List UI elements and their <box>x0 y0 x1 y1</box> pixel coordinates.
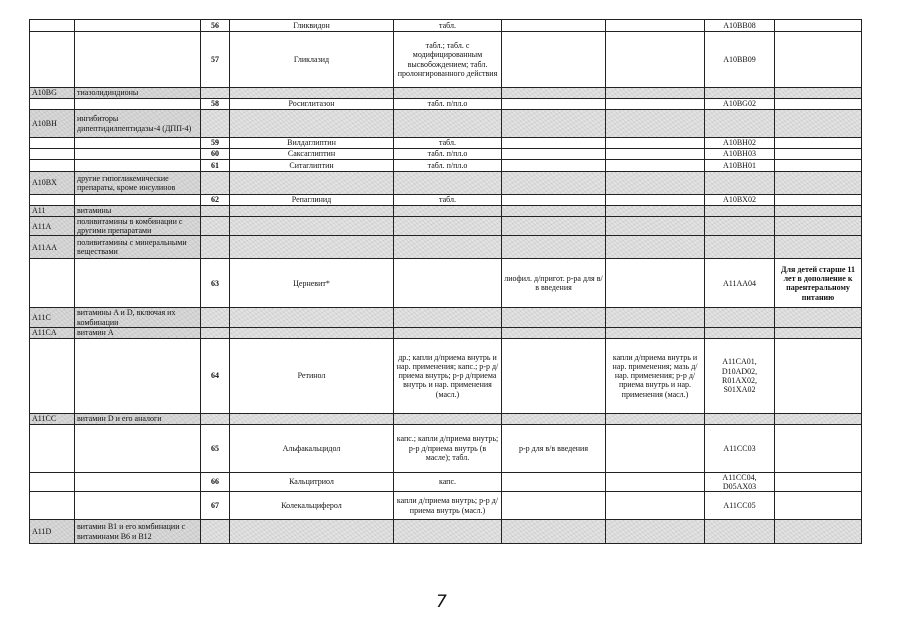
empty-cell <box>775 217 862 236</box>
empty-cell <box>775 172 862 195</box>
dosage-form-injection <box>502 472 606 491</box>
dosage-form <box>394 259 502 308</box>
atc-group-code <box>30 338 75 413</box>
empty-cell <box>775 236 862 259</box>
atc-code: A11CC05 <box>705 492 775 520</box>
dosage-form: табл. <box>394 20 502 32</box>
atc-group-code: A11CA <box>30 327 75 338</box>
atc-code: A10BB08 <box>705 20 775 32</box>
empty-cell <box>394 308 502 327</box>
empty-cell <box>394 236 502 259</box>
atc-code: A11AA04 <box>705 259 775 308</box>
note <box>775 424 862 472</box>
empty-cell <box>502 520 606 544</box>
dosage-form-injection: лиофил. д/пригот. р-ра для в/в введения <box>502 259 606 308</box>
empty-cell <box>394 520 502 544</box>
empty-cell <box>230 327 394 338</box>
atc-group-code <box>30 195 75 206</box>
empty-cell <box>502 206 606 217</box>
note: Для детей старше 11 лет в дополнение к парентеральному питанию <box>775 259 862 308</box>
group-description <box>75 99 201 110</box>
empty-cell <box>230 520 394 544</box>
atc-group-code: A11CC <box>30 413 75 424</box>
empty-cell <box>201 206 230 217</box>
empty-cell <box>230 217 394 236</box>
atc-group-code: A11 <box>30 206 75 217</box>
dosage-form-external <box>606 472 705 491</box>
atc-group-code: A11AA <box>30 236 75 259</box>
empty-cell <box>230 413 394 424</box>
drug-name: Кальцитриол <box>230 472 394 491</box>
row-number: 60 <box>201 149 230 160</box>
row-number: 59 <box>201 138 230 149</box>
dosage-form: капс.; капли д/приема внутрь; р-р д/приема внутрь (в масле); табл. <box>394 424 502 472</box>
drug-name: Колекальциферол <box>230 492 394 520</box>
row-number: 58 <box>201 99 230 110</box>
atc-group-code <box>30 424 75 472</box>
empty-cell <box>394 206 502 217</box>
note <box>775 492 862 520</box>
dosage-form-injection <box>502 195 606 206</box>
empty-cell <box>606 413 705 424</box>
dosage-form-injection <box>502 160 606 172</box>
group-description <box>75 195 201 206</box>
group-row <box>30 413 862 424</box>
drug-name: Ретинол <box>230 338 394 413</box>
drug-row <box>30 160 862 172</box>
empty-cell <box>705 520 775 544</box>
atc-group-code: A10BG <box>30 88 75 99</box>
empty-cell <box>705 308 775 327</box>
note <box>775 472 862 491</box>
row-number: 67 <box>201 492 230 520</box>
row-number: 61 <box>201 160 230 172</box>
empty-cell <box>201 413 230 424</box>
row-number: 65 <box>201 424 230 472</box>
drug-row <box>30 149 862 160</box>
empty-cell <box>606 172 705 195</box>
dosage-form-external <box>606 99 705 110</box>
empty-cell <box>201 308 230 327</box>
dosage-form: табл. п/пл.о <box>394 99 502 110</box>
dosage-form-external <box>606 20 705 32</box>
group-description <box>75 32 201 88</box>
atc-group-code: A11C <box>30 308 75 327</box>
empty-cell <box>502 172 606 195</box>
empty-cell <box>394 88 502 99</box>
page-number: 7 <box>436 592 447 612</box>
atc-code: A11CC04, D05AX03 <box>705 472 775 491</box>
empty-cell <box>775 88 862 99</box>
group-row <box>30 88 862 99</box>
group-description: ингибиторы дипептидилпептидазы-4 (ДПП-4) <box>75 110 201 138</box>
atc-code: A10BH01 <box>705 160 775 172</box>
row-number: 62 <box>201 195 230 206</box>
drug-row <box>30 32 862 88</box>
empty-cell <box>394 172 502 195</box>
group-description: витамин B1 и его комбинации с витаминами B6 и B12 <box>75 520 201 544</box>
group-row <box>30 172 862 195</box>
dosage-form-external <box>606 149 705 160</box>
dosage-form-injection: р-р для в/в введения <box>502 424 606 472</box>
dosage-form-external <box>606 138 705 149</box>
dosage-form-external: капли д/приема внутрь и нар. применения; мазь д/нар. применения; р-р д/приема внутрь и нар. применения (масл.) <box>606 338 705 413</box>
empty-cell <box>705 217 775 236</box>
drug-list-table <box>29 19 862 544</box>
empty-cell <box>502 327 606 338</box>
dosage-form: табл.; табл. с модифицированным высвобождением; табл. пролонгированного действия <box>394 32 502 88</box>
drug-row <box>30 492 862 520</box>
atc-group-code <box>30 149 75 160</box>
group-row <box>30 308 862 327</box>
atc-group-code: A11D <box>30 520 75 544</box>
atc-code: A11CA01, D10AD02, R01AX02, S01XA02 <box>705 338 775 413</box>
dosage-form: табл. <box>394 138 502 149</box>
dosage-form-external <box>606 424 705 472</box>
drug-name: Альфакальцидол <box>230 424 394 472</box>
dosage-form-injection <box>502 138 606 149</box>
drug-row <box>30 338 862 413</box>
group-description: витамины A и D, включая их комбинации <box>75 308 201 327</box>
empty-cell <box>606 236 705 259</box>
row-number: 56 <box>201 20 230 32</box>
empty-cell <box>230 110 394 138</box>
empty-cell <box>705 110 775 138</box>
dosage-form: капс. <box>394 472 502 491</box>
empty-cell <box>201 88 230 99</box>
atc-group-code <box>30 138 75 149</box>
empty-cell <box>705 236 775 259</box>
group-description: поливитамины в комбинации с другими препаратами <box>75 217 201 236</box>
note <box>775 138 862 149</box>
dosage-form-injection <box>502 338 606 413</box>
atc-group-code <box>30 492 75 520</box>
group-row <box>30 206 862 217</box>
drug-row <box>30 259 862 308</box>
drug-row <box>30 195 862 206</box>
dosage-form-external <box>606 32 705 88</box>
group-row <box>30 217 862 236</box>
atc-code: A10BX02 <box>705 195 775 206</box>
empty-cell <box>606 88 705 99</box>
empty-cell <box>230 236 394 259</box>
drug-name: Гликлазид <box>230 32 394 88</box>
empty-cell <box>394 110 502 138</box>
dosage-form-external <box>606 195 705 206</box>
empty-cell <box>606 206 705 217</box>
drug-name: Ситаглиптин <box>230 160 394 172</box>
empty-cell <box>502 308 606 327</box>
empty-cell <box>606 327 705 338</box>
empty-cell <box>775 110 862 138</box>
empty-cell <box>230 88 394 99</box>
drug-name: Гликвидон <box>230 20 394 32</box>
empty-cell <box>705 413 775 424</box>
row-number: 57 <box>201 32 230 88</box>
note <box>775 195 862 206</box>
group-row <box>30 327 862 338</box>
dosage-form: капли д/приема внутрь; р-р д/приема внутрь (масл.) <box>394 492 502 520</box>
empty-cell <box>606 520 705 544</box>
drug-row <box>30 99 862 110</box>
empty-cell <box>201 520 230 544</box>
group-description <box>75 492 201 520</box>
group-description: витамин D и его аналоги <box>75 413 201 424</box>
atc-group-code <box>30 259 75 308</box>
empty-cell <box>201 110 230 138</box>
drug-name: Церневит* <box>230 259 394 308</box>
atc-group-code <box>30 99 75 110</box>
row-number: 66 <box>201 472 230 491</box>
dosage-form-injection <box>502 32 606 88</box>
empty-cell <box>705 172 775 195</box>
group-description <box>75 149 201 160</box>
group-description: витамины <box>75 206 201 217</box>
group-description <box>75 20 201 32</box>
drug-name: Росиглитазон <box>230 99 394 110</box>
note <box>775 149 862 160</box>
empty-cell <box>201 217 230 236</box>
group-description <box>75 160 201 172</box>
atc-group-code <box>30 160 75 172</box>
row-number: 64 <box>201 338 230 413</box>
drug-row <box>30 472 862 491</box>
dosage-form-injection <box>502 99 606 110</box>
dosage-form-injection <box>502 149 606 160</box>
empty-cell <box>502 110 606 138</box>
empty-cell <box>606 308 705 327</box>
group-description <box>75 424 201 472</box>
dosage-form: табл. п/пл.о <box>394 149 502 160</box>
group-description <box>75 138 201 149</box>
drug-name: Вилдаглиптин <box>230 138 394 149</box>
group-row <box>30 236 862 259</box>
atc-code: A11CC03 <box>705 424 775 472</box>
empty-cell <box>502 217 606 236</box>
empty-cell <box>775 413 862 424</box>
dosage-form: табл. п/пл.о <box>394 160 502 172</box>
empty-cell <box>705 206 775 217</box>
note <box>775 160 862 172</box>
empty-cell <box>775 327 862 338</box>
empty-cell <box>606 217 705 236</box>
empty-cell <box>775 206 862 217</box>
drug-row <box>30 20 862 32</box>
row-number: 63 <box>201 259 230 308</box>
empty-cell <box>201 236 230 259</box>
dosage-form-external <box>606 492 705 520</box>
atc-group-code: A11A <box>30 217 75 236</box>
drug-name: Саксаглиптин <box>230 149 394 160</box>
empty-cell <box>502 236 606 259</box>
note <box>775 32 862 88</box>
group-row <box>30 110 862 138</box>
group-description <box>75 338 201 413</box>
empty-cell <box>201 327 230 338</box>
dosage-form-injection <box>502 492 606 520</box>
atc-group-code <box>30 472 75 491</box>
atc-code: A10BH03 <box>705 149 775 160</box>
atc-code: A10BG02 <box>705 99 775 110</box>
empty-cell <box>394 327 502 338</box>
group-description: тиазолидиндионы <box>75 88 201 99</box>
group-description: другие гипогликемические препараты, кроме инсулинов <box>75 172 201 195</box>
dosage-form-injection <box>502 20 606 32</box>
dosage-form-external <box>606 259 705 308</box>
atc-group-code: A10BX <box>30 172 75 195</box>
note <box>775 99 862 110</box>
empty-cell <box>230 172 394 195</box>
dosage-form: др.; капли д/приема внутрь и нар. применения; капс.; р-р д/приема внутрь; р-р д/приема внутрь и нар. применения (масл.) <box>394 338 502 413</box>
atc-code: A10BH02 <box>705 138 775 149</box>
atc-code: A10BB09 <box>705 32 775 88</box>
atc-group-code <box>30 20 75 32</box>
group-description <box>75 259 201 308</box>
group-description <box>75 472 201 491</box>
dosage-form-external <box>606 160 705 172</box>
empty-cell <box>606 110 705 138</box>
empty-cell <box>775 308 862 327</box>
empty-cell <box>201 172 230 195</box>
group-description: витамин A <box>75 327 201 338</box>
empty-cell <box>705 88 775 99</box>
drug-row <box>30 424 862 472</box>
drug-row <box>30 138 862 149</box>
drug-name: Репаглинид <box>230 195 394 206</box>
dosage-form: табл. <box>394 195 502 206</box>
empty-cell <box>230 206 394 217</box>
group-row <box>30 520 862 544</box>
empty-cell <box>230 308 394 327</box>
atc-group-code <box>30 32 75 88</box>
empty-cell <box>394 413 502 424</box>
note <box>775 20 862 32</box>
empty-cell <box>775 520 862 544</box>
empty-cell <box>394 217 502 236</box>
empty-cell <box>502 88 606 99</box>
empty-cell <box>705 327 775 338</box>
atc-group-code: A10BH <box>30 110 75 138</box>
note <box>775 338 862 413</box>
group-description: поливитамины с минеральными веществами <box>75 236 201 259</box>
empty-cell <box>502 413 606 424</box>
